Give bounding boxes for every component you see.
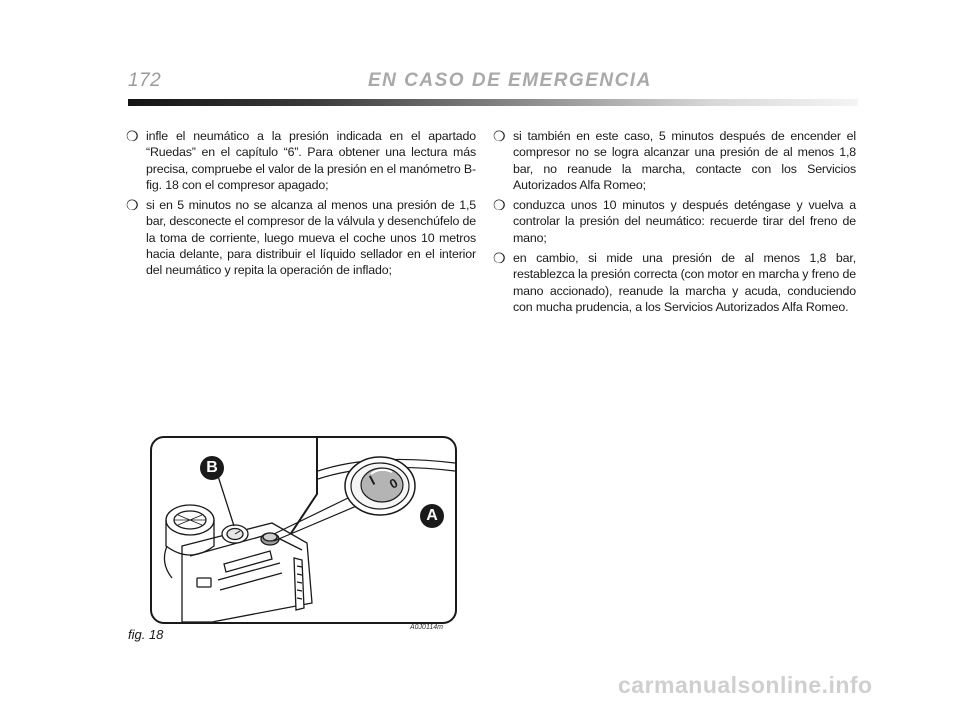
leader-line-b <box>218 476 234 526</box>
figure-code: A0J0114m <box>410 624 443 631</box>
page-number: 172 <box>128 70 162 91</box>
label-b: B <box>206 459 218 476</box>
list-item-text: si también en este caso, 5 minutos después de encender el compresor no se logra alcanzar una presión de al menos 1,8 bar, no reanude la marcha, contacte con los Servicios Autorizados Alfa Romeo; <box>513 129 856 192</box>
label-a-badge <box>420 504 444 528</box>
power-switch <box>261 533 279 545</box>
list-item <box>493 250 856 315</box>
list-item-text: si en 5 minutos no se alcanza al menos una presión de 1,5 bar, desconecte el compresor de la válvula y desenchúfelo de la toma de corriente, luego mueva el coche unos 10 metros hacia delante, para distribuir el líquido sellador en el interior del neumático y repita la operación de inflado; <box>146 198 476 278</box>
pressure-gauge <box>222 525 248 543</box>
label-a: A <box>426 507 438 524</box>
watermark: carmanualsonline.info <box>618 672 873 698</box>
circle-bullet-icon: ❍ <box>493 128 506 144</box>
label-b-badge <box>200 456 224 480</box>
figure-caption: fig. 18 <box>128 627 164 642</box>
figure-compressor <box>150 436 457 624</box>
section-title: EN CASO DE EMERGENCIA <box>368 70 652 91</box>
list-item <box>126 128 476 193</box>
compressor-illustration <box>152 438 455 622</box>
list-item-text: conduzca unos 10 minutos y después deténgase y vuelva a controlar la presión del neumático: recuerde tirar del freno de mano; <box>513 198 856 245</box>
left-column <box>126 128 476 283</box>
list-item <box>126 197 476 278</box>
circle-bullet-icon: ❍ <box>493 250 506 267</box>
circle-bullet-icon: ❍ <box>493 197 506 214</box>
list-item <box>493 197 856 246</box>
right-column <box>493 128 856 319</box>
header-rule <box>128 99 858 106</box>
circle-bullet-icon: ❍ <box>126 197 139 214</box>
list-item <box>493 128 856 193</box>
switch-on-symbol: I <box>366 472 378 488</box>
list-item-text: en cambio, si mide una presión de al menos 1,8 bar, restablezca la presión correcta (con motor en marcha y freno de mano accionado), reanude la marcha y acuda, conduciendo con mucha prudencia, a los Servicios Autorizados Alfa Romeo. <box>513 251 856 314</box>
switch-off-symbol: 0 <box>386 475 401 492</box>
list-item-text: infle el neumático a la presión indicada en el apartado “Ruedas” en el capítulo “6”. Para obtener una lectura más precisa, compruebe el valor de la presión en el manómetro B-fig. 18 con el compresor apagado; <box>146 129 476 192</box>
circle-bullet-icon: ❍ <box>126 128 139 144</box>
